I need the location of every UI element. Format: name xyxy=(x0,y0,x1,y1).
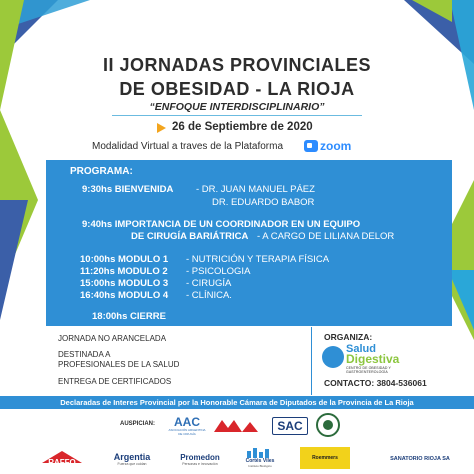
program-time: 11:20hs MODULO 2 xyxy=(80,266,168,277)
event-date: 26 de Septiembre de 2020 xyxy=(172,121,313,133)
program-time: 10:00hs MODULO 1 xyxy=(80,254,169,265)
info-line: JORNADA NO ARANCELADA xyxy=(58,334,167,343)
program-text: DR. EDUARDO BABOR xyxy=(212,197,315,208)
logo-subtext: Fuerza que cuidan xyxy=(117,462,147,466)
program-time: 16:40hs MODULO 4 xyxy=(80,290,169,301)
logo-text: Digestiva xyxy=(346,352,400,366)
video-camera-icon xyxy=(304,140,318,152)
zoom-wordmark: zoom xyxy=(320,139,352,153)
program-time: 15:00hs MODULO 3 xyxy=(80,278,169,289)
logo-text: Salud xyxy=(346,343,376,355)
declaration-banner: Declaradas de Interes Provincial por la Honorable Cámara de Diputados de la Provincia de La Rioja xyxy=(0,396,474,409)
organizer-label: ORGANIZA: xyxy=(324,332,373,342)
modality-text: Modalidad Virtual a traves de la Plataforma xyxy=(92,141,284,152)
zoom-logo xyxy=(304,139,351,153)
sponsors-label: AUSPICIAN: xyxy=(120,421,156,427)
decor-shape xyxy=(0,200,28,320)
info-line: PROFESIONALES DE LA SALUD xyxy=(58,360,180,369)
sac-logo xyxy=(272,417,308,435)
program-text: - CIRUGÍA xyxy=(186,278,232,289)
logo-text: Roemmers xyxy=(312,455,338,461)
logo-subtext: Personas e innovación xyxy=(182,461,218,466)
divider xyxy=(112,115,362,116)
program-time: DE CIRUGÍA BARIÁTRICA xyxy=(131,231,249,242)
program-box xyxy=(46,160,452,326)
salud-digestiva-logo xyxy=(322,344,422,372)
promedon-logo xyxy=(174,450,226,468)
event-subtitle: “ENFOQUE INTERDISCIPLINARIO” xyxy=(149,101,325,113)
program-text: - A CARGO DE LILIANA DELOR xyxy=(257,231,395,242)
roemmers-logo xyxy=(300,447,350,469)
info-line: ENTREGA DE CERTIFICADOS xyxy=(58,377,172,386)
sponsor-logo-red xyxy=(212,416,260,436)
logo-mark-icon xyxy=(322,346,344,368)
logo-subtext: Instituto Biológico xyxy=(248,464,272,468)
logo-subtext: ASOCIACIÓN ARGENTINA DE CIRUGÍA xyxy=(168,428,206,436)
logo-text: SAC xyxy=(277,419,303,433)
logo-text: Argentia xyxy=(113,452,151,462)
sponsor-mark-icon xyxy=(212,416,260,436)
event-title-line2: DE OBESIDAD - LA RIOJA xyxy=(119,79,355,99)
aac-logo xyxy=(168,413,206,439)
decor-shape xyxy=(412,0,452,22)
program-label: PROGRAMA: xyxy=(70,166,133,177)
logo-text: RAFFO xyxy=(48,457,76,467)
logo-text: Cortés Viles xyxy=(245,458,275,464)
program-time: 9:30hs BIENVENIDA xyxy=(82,184,174,195)
cortes-viles-logo xyxy=(240,446,280,470)
sanatorio-rioja-logo xyxy=(372,452,468,466)
argentia-logo xyxy=(104,450,160,468)
logo-text: SANATORIO RIOJA SA xyxy=(390,456,450,462)
seal-logo xyxy=(316,413,340,437)
program-text: - NUTRICIÓN Y TERAPIA FÍSICA xyxy=(186,254,330,265)
contact-text: CONTACTO: 3804-536061 xyxy=(324,378,427,388)
program-time: 9:40hs IMPORTANCIA DE UN COORDINADOR EN UN EQUIPO xyxy=(82,219,361,230)
event-title-line1: II JORNADAS PROVINCIALES xyxy=(102,55,372,75)
raffo-logo xyxy=(40,449,84,467)
logo-text: Promedon xyxy=(180,452,220,462)
info-line: DESTINADA A xyxy=(58,350,111,359)
program-time: 18:00hs CIERRE xyxy=(92,311,166,322)
program-text: - CLÍNICA. xyxy=(186,290,232,301)
play-arrow-icon xyxy=(157,123,166,133)
seal-icon xyxy=(323,420,333,430)
logo-subtext: CENTRO DE OBESIDAD Y GASTROENTEROLOGÍA xyxy=(346,366,391,374)
program-text: - PSICOLOGIA xyxy=(186,266,251,277)
logo-text: AAC xyxy=(174,415,200,429)
skyline-icon xyxy=(245,448,275,458)
program-text: - DR. JUAN MANUEL PÁEZ xyxy=(196,184,315,195)
info-panel xyxy=(46,327,312,395)
